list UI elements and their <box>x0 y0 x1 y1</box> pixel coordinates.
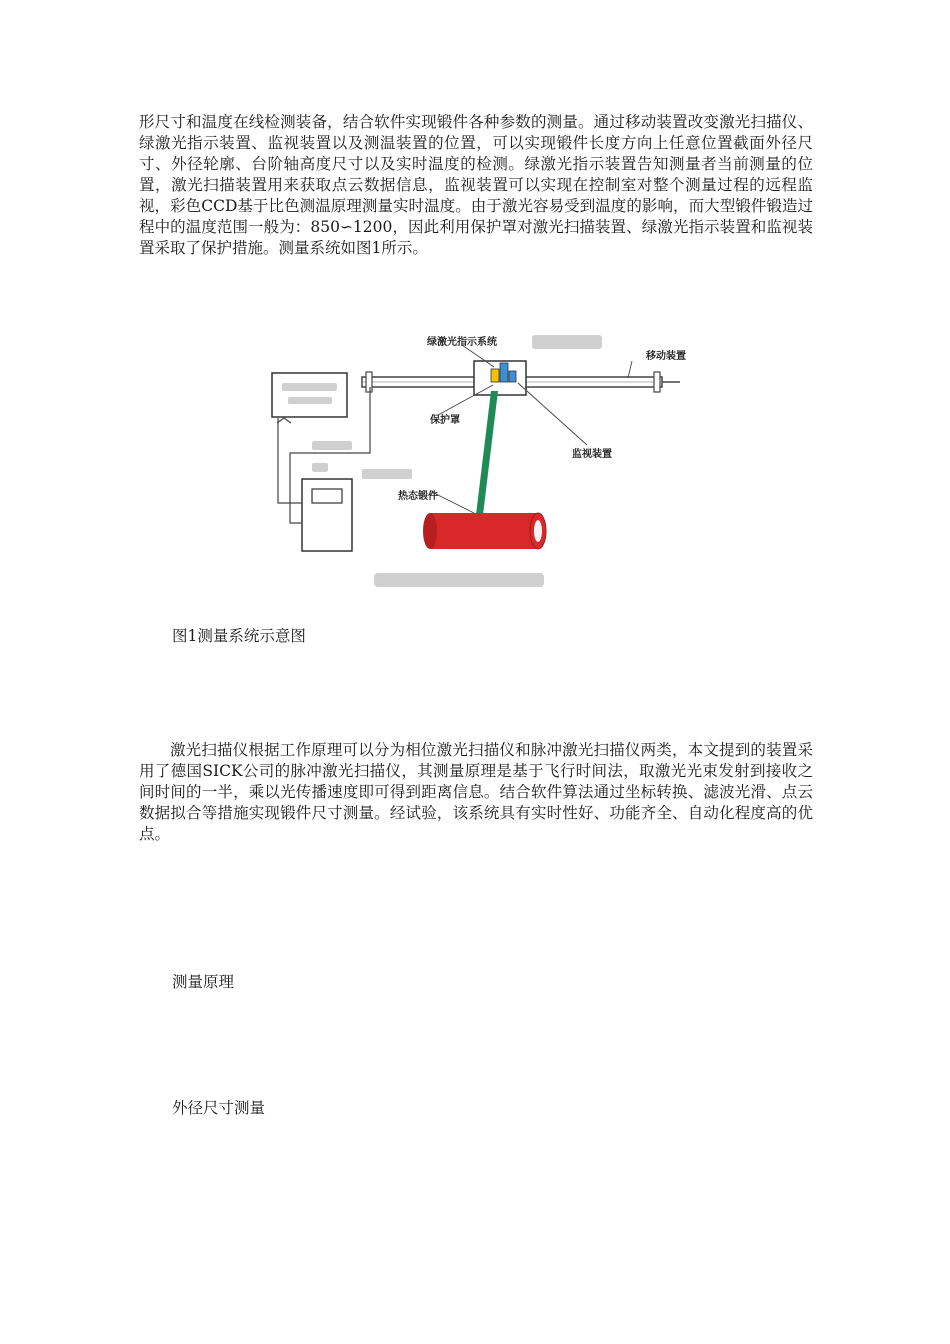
heading-measurement-principle: 测量原理 <box>172 973 235 991</box>
heading-outer-diameter: 外径尺寸测量 <box>172 1099 266 1117</box>
monitor-screen <box>272 373 347 417</box>
figure-caption: 图1测量系统示意图 <box>172 627 306 645</box>
intro-paragraph: 形尺寸和温度在线检测装备，结合软件实现锻件各种参数的测量。通过移动装置改变激光扫描仪、绿激光指示装置、监视装置以及测温装置的位置，可以实现锻件长度方向上任意位置截面外径尺寸、外径轮廓、台阶轴高度尺寸以及实时温度的检测。绿激光指示装置告知测量者当前测量的位置，激光扫描装置用来获取点云数据信息，监视装置可以实现在控制室对整个测量过程的远程监视，彩色CCD基于比色测温原理测量实时温度。由于激光容易受到温度的影响，而大型锻件锻造过程中的温度范围一般为：850∽1200，因此利用保护罩对激光扫描装置、绿激光指示装置和监视装置采取了保护措施。测量系统如图1所示。 <box>139 113 813 257</box>
rail-end-right <box>654 372 660 392</box>
label-shield: 保护罩 <box>430 415 460 426</box>
rail-end-left <box>366 372 372 392</box>
label-moving-device: 移动装置 <box>646 351 686 362</box>
blurred-image-caption <box>374 573 544 587</box>
label-monitor: 监视装置 <box>572 449 612 460</box>
system-diagram <box>262 323 688 603</box>
measurement-system-figure <box>262 323 688 603</box>
principle-paragraph: 激光扫描仪根据工作原理可以分为相位激光扫描仪和脉冲激光扫描仪两类，本文提到的装置采用了德国SICK公司的脉冲激光扫描仪，其测量原理是基于飞行时间法，取激光光束发射到接收之间时间的一半，乘以光传播速度即可得到距离信息。结合软件算法通过坐标转换、滤波光滑、点云数据拟合等措施实现锻件尺寸测量。经试验，该系统具有实时性好、功能齐全、自动化程度高的优点。 <box>139 741 813 843</box>
control-display <box>312 489 342 503</box>
blue-device-short <box>509 371 516 382</box>
green-laser-beam <box>475 391 498 523</box>
blurred-label-top <box>532 335 602 349</box>
yellow-device <box>491 369 499 382</box>
blue-device-tall <box>500 363 508 382</box>
hot-forging <box>430 513 538 549</box>
label-hot-forging: 热态锻件 <box>398 491 438 502</box>
label-green-laser: 绿激光指示系统 <box>427 337 497 348</box>
